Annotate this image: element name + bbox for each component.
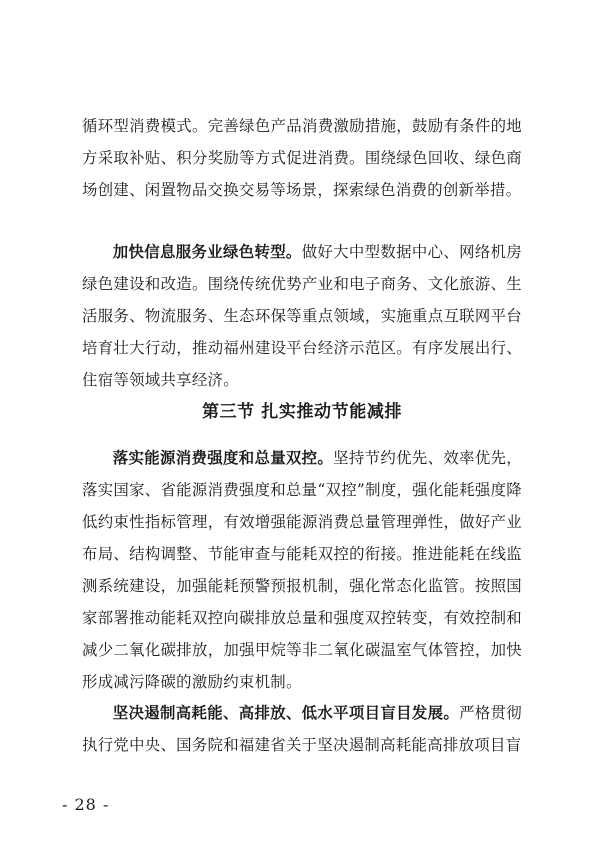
page-number: - 28 - [62,795,110,814]
paragraph-lead: 加快信息服务业绿色转型。 [112,243,302,261]
paragraph-green-consumption [82,110,522,206]
paragraph-body: 做好大中型数据中心、网络机房绿色建设和改造。围绕传统优势产业和电子商务、文化旅游、生活服务、物流服务、生态环保等重点领域，实施重点互联网平台培育壮大行动，推动福州建设平台经济示范区。有序发展出行、住宿等领域共享经济。 [82,243,522,389]
paragraph-body: 坚持节约优先、效率优先，落实国家、省能源消费强度和总量“双控”制度，强化能耗强度降低约束性指标管理，有效增强能源消费总量管理弹性，做好产业布局、结构调整、节能审查与能耗双控的衔接。推进能耗在线监测系统建设，加强能耗预警预报机制，强化常态化监管。按照国家部署推动能耗双控向碳排放总量和强度双控转变，有效控制和减少二氧化碳排放，加强甲烷等非二氧化碳温室气体管控，加快形成减污降碳的激励约束机制。 [82,449,523,691]
paragraph-body: 严格贯彻执行党中央、国务院和福建省关于坚决遏制高耗能高排放项目盲 [82,704,522,754]
paragraph-high-emission-projects [82,697,522,761]
paragraph-lead: 坚决遏制高耗能、高排放、低水平项目盲目发展。 [112,704,460,722]
section-heading: 第三节 扎实推动节能减排 [201,402,403,422]
paragraph-lead: 落实能源消费强度和总量双控。 [112,449,334,467]
paragraph-info-services [82,236,522,396]
paragraph-energy-control [82,442,522,698]
paragraph-body: 循环型消费模式。完善绿色产品消费激励措施，鼓励有条件的地方采取补贴、积分奖励等方式促进消费。围绕绿色回收、绿色商场创建、闲置物品交换交易等场景，探索绿色消费的创新举措。 [82,117,522,199]
